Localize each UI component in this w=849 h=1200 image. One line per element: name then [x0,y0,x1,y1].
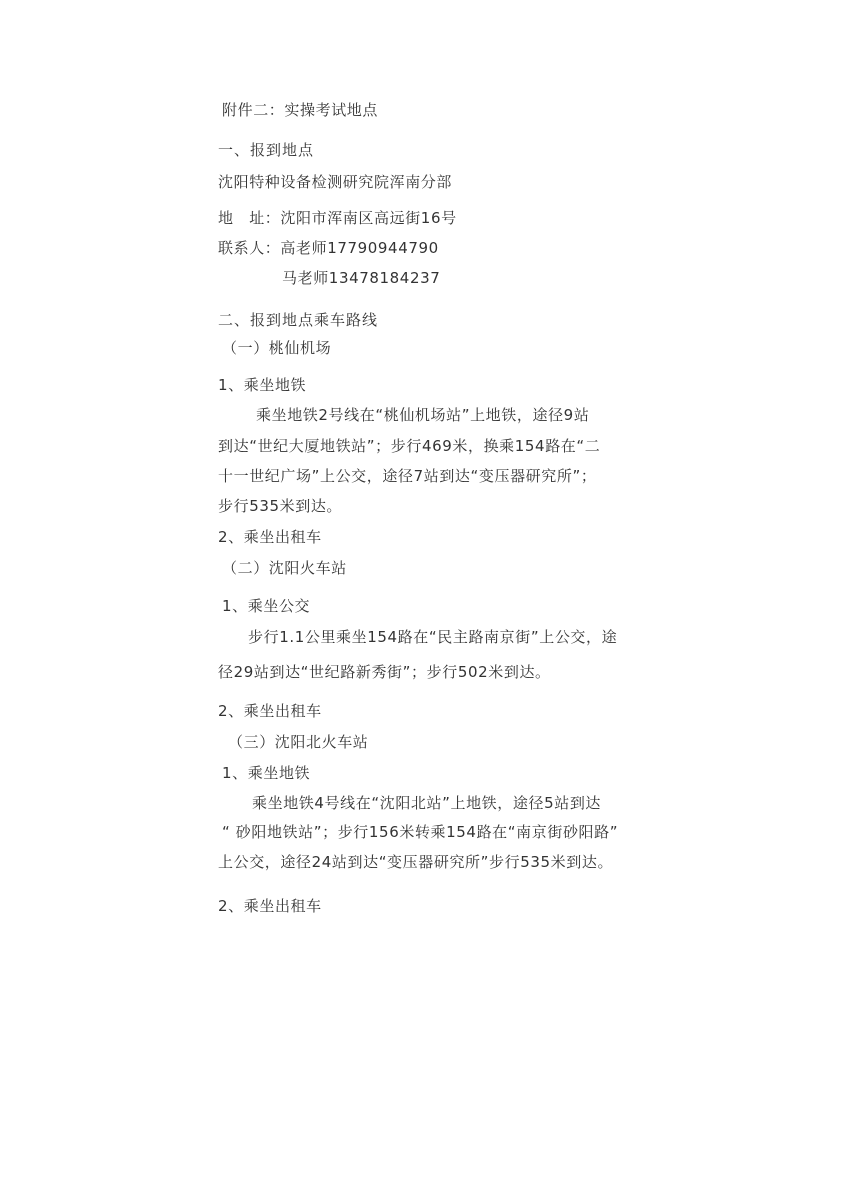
sub2-item1-line: 径29站到达“世纪路新秀街”；步行502米到达。 [218,663,551,681]
sub1-item1-title: 1、乘坐地铁 [218,376,307,394]
address: 地 址：沈阳市浑南区高远街16号 [218,209,457,227]
sub3-item1-line: 上公交，途径24站到达“变压器研究所”步行535米到达。 [218,853,614,871]
org-name: 沈阳特种设备检测研究院浑南分部 [218,173,453,191]
sub2-item1-line: 步行1.1公里乘坐154路在“民主路南京街”上公交，途 [248,628,618,646]
sub3-item1-line: 乘坐地铁4号线在“沈阳北站”上地铁，途径5站到达 [252,794,602,812]
sub3-heading: （三）沈阳北火车站 [228,733,369,751]
section2-heading: 二、报到地点乘车路线 [218,311,379,329]
sub1-heading: （一）桃仙机场 [222,339,332,357]
contact-2: 马老师13478184237 [282,269,441,287]
sub2-item2-title: 2、乘坐出租车 [218,702,322,720]
sub1-item1-line: 乘坐地铁2号线在“桃仙机场站”上地铁，途径9站 [256,406,590,424]
sub1-item1-line: 步行535米到达。 [218,497,343,515]
sub1-item2-title: 2、乘坐出租车 [218,528,322,546]
sub3-item1-title: 1、乘坐地铁 [222,764,311,782]
sub1-item1-line: 十一世纪广场”上公交，途径7站到达“变压器研究所”； [218,467,597,485]
sub2-heading: （二）沈阳火车站 [222,559,347,577]
sub3-item2-title: 2、乘坐出租车 [218,897,322,915]
section1-heading: 一、报到地点 [218,141,315,159]
sub1-item1-line: 到达“世纪大厦地铁站”；步行469米，换乘154路在“二 [218,437,601,455]
attachment-title: 附件二：实操考试地点 [222,101,379,119]
sub2-item1-title: 1、乘坐公交 [222,597,311,615]
contact-1: 联系人：高老师17790944790 [218,239,439,257]
sub3-item1-line: “ 砂阳地铁站”；步行156米转乘154路在“南京街砂阳路” [222,823,619,841]
